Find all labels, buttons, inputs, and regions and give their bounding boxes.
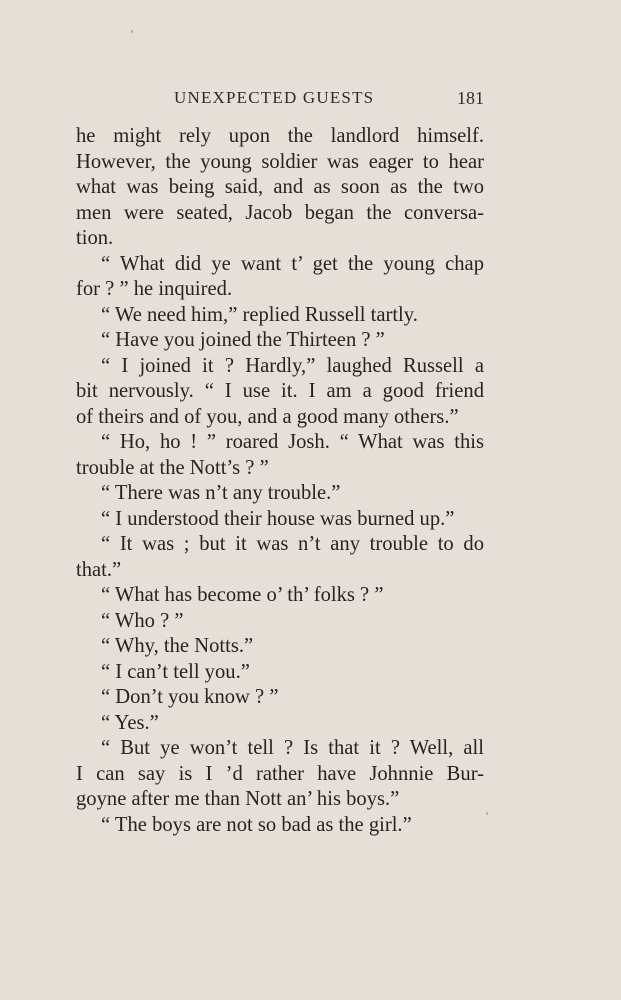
paper-speck bbox=[486, 812, 488, 815]
text-line: “ Ho, ho ! ” roared Josh. “ What was this bbox=[101, 431, 484, 453]
text-line: “ I can’t tell you.” bbox=[101, 660, 250, 683]
text-line: “ I joined it ? Hardly,” laughed Russell a bbox=[101, 354, 484, 377]
text-line: that.” bbox=[76, 558, 122, 581]
text-line: “ It was ; but it was n’t any trouble to do bbox=[101, 533, 484, 555]
text-line: “ Who ? ” bbox=[101, 609, 184, 632]
text-line: “ What has become o’ th’ folks ? ” bbox=[101, 584, 384, 606]
text-line: “ The boys are not so bad as the girl.” bbox=[101, 813, 412, 836]
text-line: “ But ye won’t tell ? Is that it ? Well, all bbox=[101, 737, 484, 759]
text-line: trouble at the Nott’s ? ” bbox=[76, 456, 269, 479]
text-line: “ I understood their house was burned up.” bbox=[101, 507, 455, 530]
text-line: tion. bbox=[76, 227, 114, 249]
text-line: “ There was n’t any trouble.” bbox=[101, 482, 341, 504]
text-line: “ What did ye want t’ get the young chap bbox=[101, 252, 484, 275]
page-number: 181 bbox=[457, 88, 484, 108]
paper-speck bbox=[131, 30, 133, 33]
text-line: men were seated, Jacob began the conversa- bbox=[76, 201, 484, 224]
text-line: of theirs and of you, and a good many others.” bbox=[76, 405, 459, 428]
body-text bbox=[76, 124, 484, 838]
text-line: for ? ” he inquired. bbox=[76, 278, 233, 300]
text-line: “ Why, the Notts.” bbox=[101, 635, 254, 657]
text-line: “ Don’t you know ? ” bbox=[101, 686, 279, 708]
page-header bbox=[76, 88, 484, 118]
text-line: “ Yes.” bbox=[101, 711, 159, 734]
text-line: However, the young soldier was eager to hear bbox=[76, 150, 484, 173]
text-line: what was being said, and as soon as the two bbox=[76, 176, 484, 198]
text-line: goyne after me than Nott an’ his boys.” bbox=[76, 788, 400, 810]
running-title: UNEXPECTED GUESTS bbox=[174, 88, 375, 107]
text-line: bit nervously. “ I use it. I am a good friend bbox=[76, 380, 484, 402]
text-line: he might rely upon the landlord himself. bbox=[76, 125, 484, 147]
text-line: I can say is I ’d rather have Johnnie Bur- bbox=[76, 762, 484, 785]
text-line: “ Have you joined the Thirteen ? ” bbox=[101, 329, 385, 351]
text-line: “ We need him,” replied Russell tartly. bbox=[101, 303, 418, 326]
